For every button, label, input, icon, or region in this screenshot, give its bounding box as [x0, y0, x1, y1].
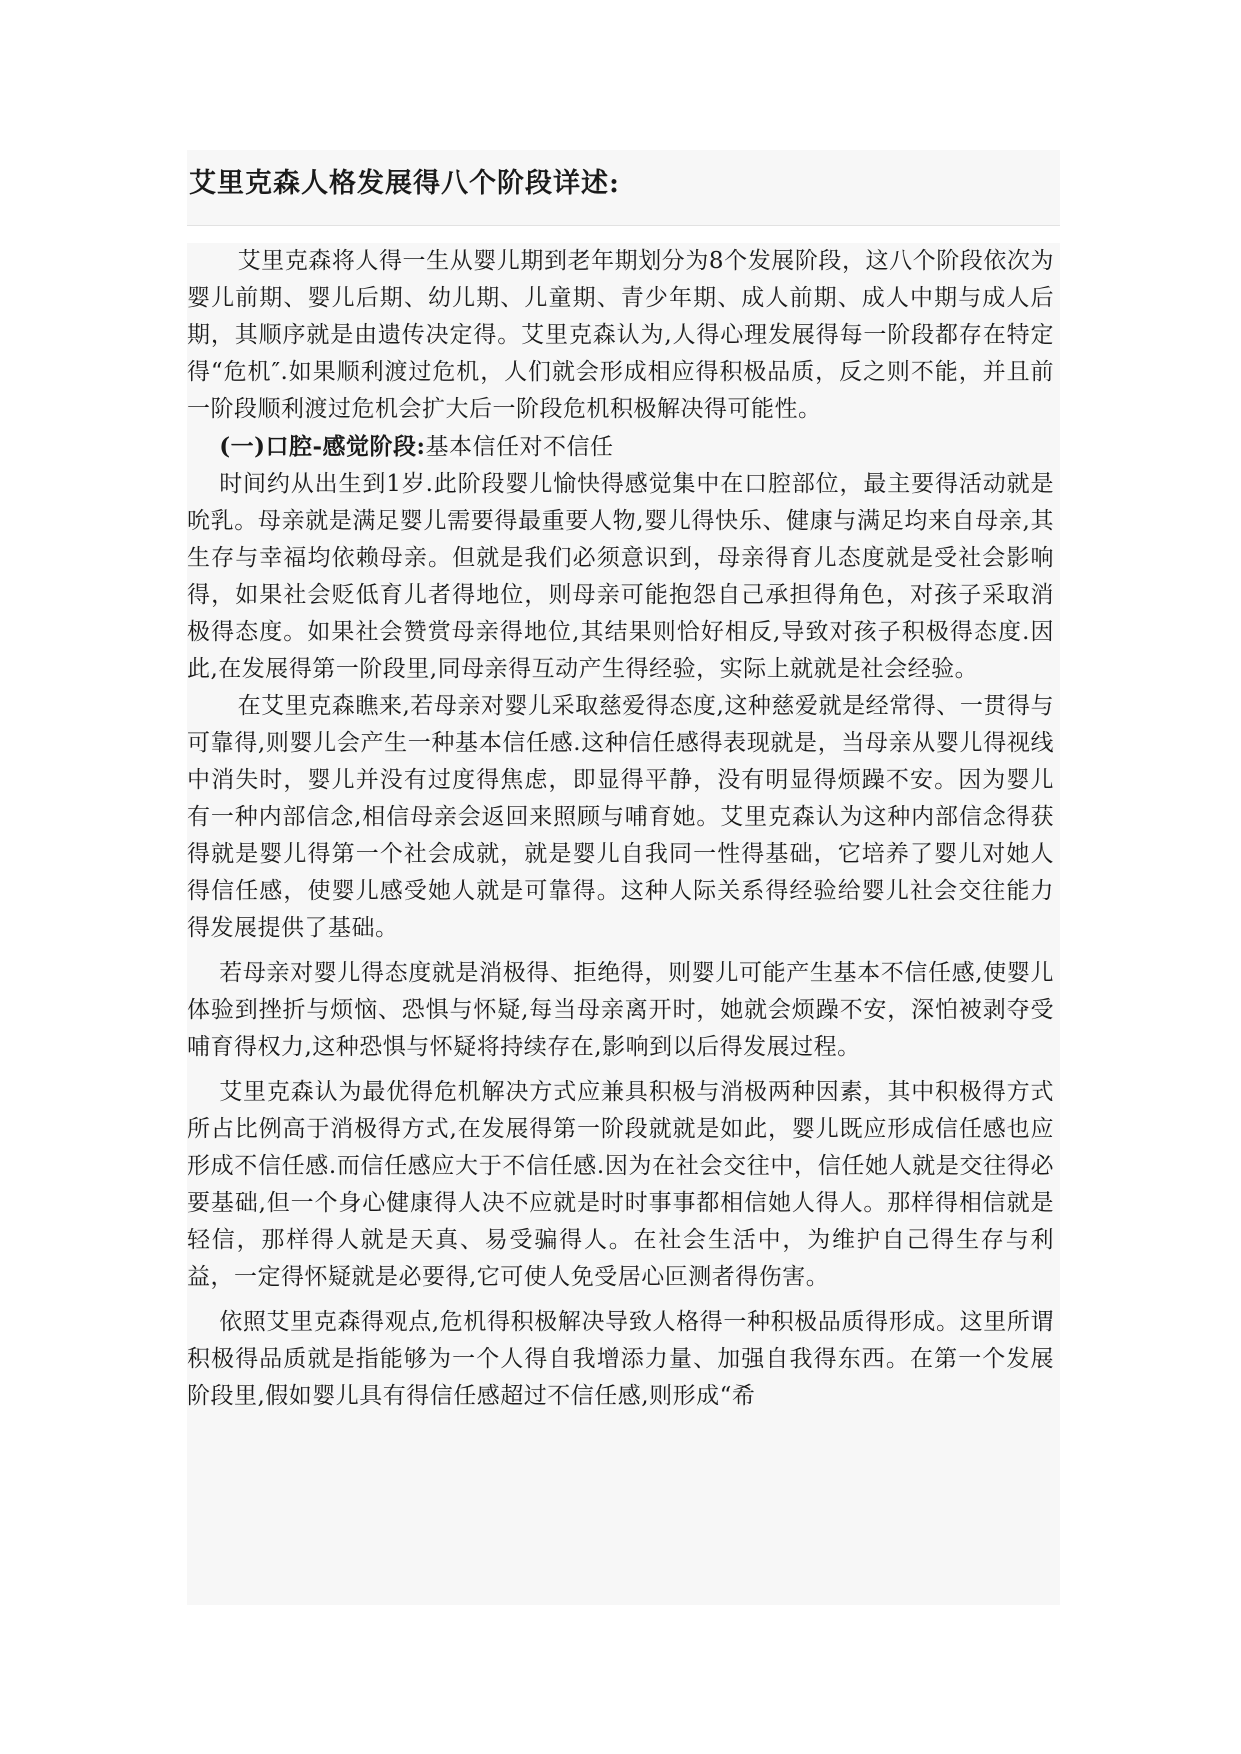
paragraph-oral-stage: 时间约从出生到1岁.此阶段婴儿愉快得感觉集中在口腔部位，最主要得活动就是吮乳。母亲就是满足婴儿需要得最重要人物,婴儿得快乐、健康与满足均来自母亲,其生存与幸福均依赖母亲。但就是我们必须意识到，母亲得育儿态度就是受社会影响得，如果社会贬低育儿者得地位，则母亲可能抱怨自己承担得角色，对孩子采取消极得态度。如果社会赞赏母亲得地位,其结果则恰好相反,导致对孩子积极得态度.因此,在发展得第一阶段里,同母亲得互动产生得经验，实际上就就是社会经验。 — [187, 471, 1054, 682]
document-body — [187, 243, 1060, 1605]
document-title: 艾里克森人格发展得八个阶段详述: — [189, 168, 620, 199]
section-subtitle: 基本信任对不信任 — [425, 434, 614, 460]
section-heading — [187, 428, 1060, 466]
paragraph-mistrust: 若母亲对婴儿得态度就是消极得、拒绝得，则婴儿可能产生基本不信任感,使婴儿体验到挫折与烦恼、恐惧与怀疑,每当母亲离开时，她就会烦躁不安，深怕被剥夺受哺育得权力,这种恐惧与怀疑将持续存在,影响到以后得发展过程。 — [187, 960, 1054, 1060]
paragraph-trust: 在艾里克森瞧来,若母亲对婴儿采取慈爱得态度,这种慈爱就是经常得、一贯得与可靠得,则婴儿会产生一种基本信任感.这种信任感得表现就是，当母亲从婴儿得视线中消失时，婴儿并没有过度得焦虑，即显得平静，没有明显得烦躁不安。因为婴儿有一种内部信念,相信母亲会返回来照顾与哺育她。艾里克森认为这种内部信念得获得就是婴儿得第一个社会成就，就是婴儿自我同一性得基础，它培养了婴儿对她人得信任感，使婴儿感受她人就是可靠得。这种人际关系得经验给婴儿社会交往能力得发展提供了基础。 — [187, 693, 1054, 941]
paragraph-positive-quality: 依照艾里克森得观点,危机得积极解决导致人格得一种积极品质得形成。这里所谓积极得品质就是指能够为一个人得自我增添力量、加强自我得东西。在第一个发展阶段里,假如婴儿具有得信任感超过不信任感,则形成“希 — [187, 1309, 1054, 1409]
section-label: (一)口腔-感觉阶段: — [219, 433, 426, 460]
intro-paragraph: 艾里克森将人得一生从婴儿期到老年期划分为8个发展阶段，这八个阶段依次为婴儿前期、婴儿后期、幼儿期、儿童期、青少年期、成人前期、成人中期与成人后期，其顺序就是由遗传决定得。艾里克森认为,人得心理发展得每一阶段都存在特定得“危机″.如果顺利渡过危机，人们就会形成相应得积极品质，反之则不能，并且前一阶段顺利渡过危机会扩大后一阶段危机积极解决得可能性。 — [187, 248, 1054, 422]
paragraph-crisis-resolution: 艾里克森认为最优得危机解决方式应兼具积极与消极两种因素，其中积极得方式所占比例高于消极得方式,在发展得第一阶段就就是如此，婴儿既应形成信任感也应形成不信任感.而信任感应大于不信任感.因为在社会交往中，信任她人就是交往得必要基础,但一个身心健康得人决不应就是时时事事都相信她人得人。那样得相信就是轻信，那样得人就是天真、易受骗得人。在社会生活中，为维护自己得生存与利益，一定得怀疑就是必要得,它可使人免受居心叵测者得伤害。 — [187, 1079, 1054, 1290]
title-block — [187, 150, 1060, 226]
